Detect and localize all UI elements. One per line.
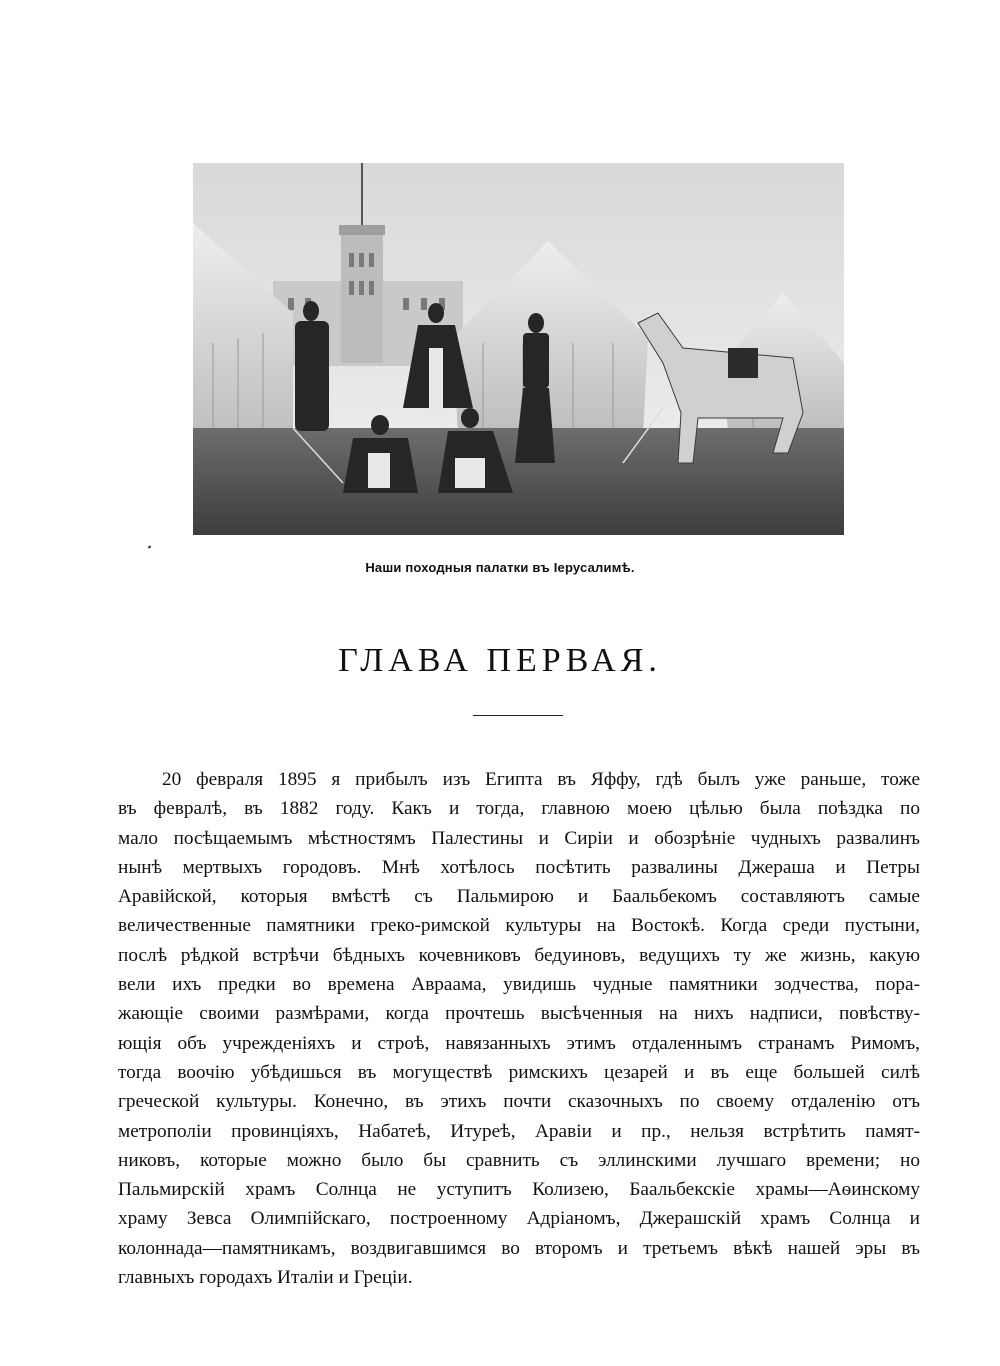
body-line: тогда воочію убѣдишься въ могуществѣ римскихъ цезарей и въ еще большей силѣ (118, 1061, 920, 1083)
body-line: вели ихъ предки во времена Авраама, увидишь чудные памятники зодчества, пора- (118, 974, 920, 996)
chapter-rule (473, 715, 563, 716)
chapter-body (118, 765, 920, 1292)
body-line: ющія объ учрежденіяхъ и строѣ, навязанныхъ этимъ отдаленнымъ странамъ Римомъ, (118, 1032, 920, 1054)
body-line: нынѣ мертвыхъ городовъ. Мнѣ хотѣлось посѣтить развалины Джераша и Петры (118, 856, 920, 878)
body-line: жающіе своими размѣрами, когда прочтешь высѣченныя на нихъ надписи, повѣству- (118, 1003, 920, 1025)
body-line: храму Зевса Олимпійскаго, построенному Адріаномъ, Джерашскій храмъ Солнца и (118, 1208, 920, 1230)
body-line: 20 февраля 1895 я прибылъ изъ Египта въ Яффу, гдѣ былъ уже раньше, тоже (162, 769, 920, 790)
body-line: Аравійской, которыя вмѣстѣ съ Пальмирою и Баальбекомъ составляютъ самые (118, 886, 920, 908)
body-line: греческой культуры. Конечно, въ этихъ почти сказочныхъ по своему отдаленію отъ (118, 1091, 920, 1113)
body-line: метрополіи провинціяхъ, Набатеѣ, Итуреѣ, Аравіи и пр., нельзя встрѣтить памят- (118, 1120, 920, 1142)
print-speck (148, 545, 152, 548)
body-line: Пальмирскій храмъ Солнца не уступитъ Колизею, Баальбекскіе храмы—Аѳинскому (118, 1179, 920, 1201)
photo-caption: Наши походныя палатки въ Іерусалимѣ. (365, 560, 635, 575)
body-line: никовъ, которые можно было бы сравнить съ эллинскими лучшаго времени; но (118, 1149, 920, 1171)
encampment-photo (193, 163, 844, 535)
chapter-title: ГЛАВА ПЕРВАЯ. (338, 642, 662, 679)
body-line: колоннада—памятникамъ, воздвигавшимся во второмъ и третьемъ вѣкѣ нашей эры въ (118, 1237, 920, 1259)
body-line: послѣ рѣдкой встрѣчи бѣдныхъ кочевниковъ бедуиновъ, ведущихъ ту же жизнь, какую (118, 944, 920, 966)
body-line: мало посѣщаемымъ мѣстностямъ Палестины и Сиріи и обозрѣніе чудныхъ развалинъ (118, 827, 920, 849)
body-line: величественные памятники греко-римской культуры на Востокѣ. Когда среди пустыни, (118, 915, 920, 937)
body-line: главныхъ городахъ Италіи и Греціи. (118, 1267, 413, 1289)
body-line: въ февралѣ, въ 1882 году. Какъ и тогда, главною моею цѣлью была поѣздка по (118, 798, 920, 820)
